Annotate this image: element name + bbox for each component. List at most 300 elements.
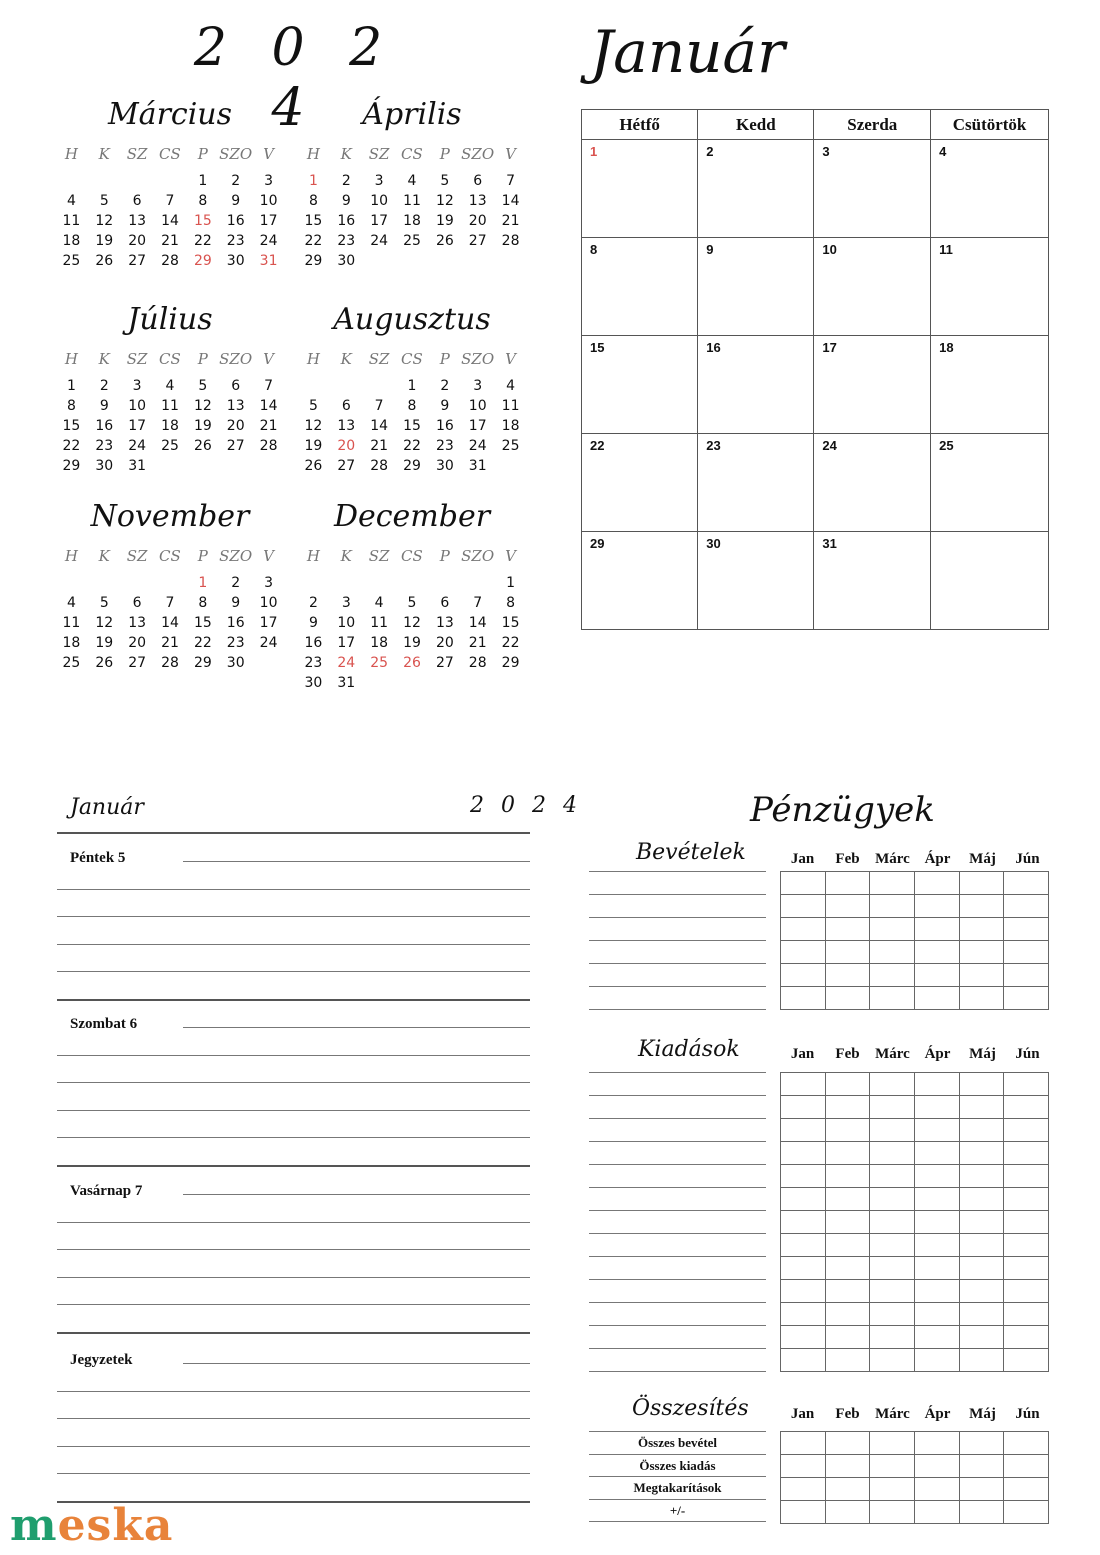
- weekday-abbr: H: [306, 145, 320, 163]
- day-number: 7: [165, 193, 175, 209]
- day-number: 16: [435, 418, 454, 434]
- month-label: Ápr: [924, 1406, 951, 1422]
- day-number: [186, 456, 219, 476]
- finance-cell[interactable]: [870, 918, 915, 941]
- day-number: 18: [403, 213, 421, 229]
- finance-cell[interactable]: [959, 1349, 1004, 1372]
- entry-line: [589, 1521, 766, 1522]
- finance-cell[interactable]: [959, 1478, 1004, 1501]
- header-divider: [57, 832, 530, 834]
- day-number: 21: [259, 418, 278, 434]
- finance-cell[interactable]: [1004, 1073, 1049, 1096]
- finance-cell[interactable]: [781, 1349, 826, 1372]
- finance-cell[interactable]: [825, 987, 870, 1010]
- week-row: [55, 633, 285, 653]
- finance-cell[interactable]: [825, 1096, 870, 1119]
- week-row: [297, 593, 527, 613]
- day-number: 21: [370, 438, 389, 454]
- finance-cell[interactable]: [914, 1142, 959, 1165]
- day-number: 9: [231, 193, 241, 209]
- finance-cell[interactable]: [959, 964, 1004, 987]
- calendar-day-cell[interactable]: 18: [931, 336, 1049, 434]
- calendar-day-cell[interactable]: 29: [582, 532, 698, 630]
- day-number: [461, 573, 494, 593]
- finance-cell[interactable]: [914, 1478, 959, 1501]
- january-title: Január: [590, 18, 785, 86]
- finance-cell[interactable]: [914, 1096, 959, 1119]
- weekday-abbr: SZO: [219, 547, 253, 565]
- finance-cell[interactable]: [825, 1073, 870, 1096]
- finance-cell[interactable]: [959, 1142, 1004, 1165]
- finance-cell[interactable]: [825, 1478, 870, 1501]
- finance-cell[interactable]: [914, 964, 959, 987]
- calendar-day-cell[interactable]: 4: [931, 140, 1049, 238]
- finance-cell[interactable]: [1004, 1501, 1049, 1524]
- finance-cell[interactable]: [1004, 964, 1049, 987]
- finance-cell[interactable]: [1004, 1119, 1049, 1142]
- day-number: 18: [62, 233, 81, 249]
- finance-cell[interactable]: [781, 1119, 826, 1142]
- entry-line: [589, 1256, 766, 1257]
- finance-cell[interactable]: [959, 895, 1004, 918]
- finance-cell[interactable]: [914, 918, 959, 941]
- finance-cell[interactable]: [870, 1073, 915, 1096]
- finance-cell[interactable]: [825, 1280, 870, 1303]
- finance-cell[interactable]: [914, 1501, 959, 1524]
- finance-cell[interactable]: [1004, 1234, 1049, 1257]
- day-number: 19: [435, 213, 454, 229]
- finance-cell[interactable]: [914, 1455, 959, 1478]
- weekday-abbr: H: [64, 145, 78, 163]
- day-number: 23: [337, 233, 356, 249]
- mini-calendar: [297, 95, 527, 271]
- finance-cell[interactable]: [781, 1501, 826, 1524]
- finance-cell[interactable]: [870, 1257, 915, 1280]
- finance-cell[interactable]: [914, 1349, 959, 1372]
- finance-cell[interactable]: [914, 1257, 959, 1280]
- finance-cell[interactable]: [781, 1432, 826, 1455]
- finance-cell[interactable]: [825, 941, 870, 964]
- weekday-abbr: K: [340, 350, 352, 368]
- finance-cell[interactable]: [870, 1326, 915, 1349]
- day-number: [363, 376, 396, 396]
- day-number: 4: [506, 378, 516, 394]
- day-number: 24: [259, 233, 278, 249]
- weekday-abbr: SZ: [126, 547, 148, 565]
- calendar-day-cell[interactable]: 8: [582, 238, 698, 336]
- finance-cell[interactable]: [870, 1096, 915, 1119]
- weekday-abbr: V: [263, 145, 274, 163]
- finance-cell[interactable]: [781, 1188, 826, 1211]
- writing-line: [57, 1110, 530, 1111]
- finance-cell[interactable]: [870, 872, 915, 895]
- day-number: 16: [304, 635, 323, 651]
- weekday-abbr: CS: [401, 145, 423, 163]
- day-number: 12: [193, 398, 212, 414]
- finance-cell[interactable]: [1004, 1257, 1049, 1280]
- finance-cell[interactable]: [870, 1478, 915, 1501]
- calendar-day-cell[interactable]: 3: [814, 140, 931, 238]
- calendar-day-cell[interactable]: 24: [814, 434, 931, 532]
- finance-cell[interactable]: [914, 1280, 959, 1303]
- day-number: 14: [259, 398, 278, 414]
- day-number: 20: [468, 213, 487, 229]
- month-header: [780, 851, 1050, 868]
- finance-grid: [780, 871, 1049, 1010]
- finance-cell[interactable]: [870, 1211, 915, 1234]
- finance-cell[interactable]: [825, 1326, 870, 1349]
- week-row: [55, 231, 285, 251]
- finance-cell[interactable]: [825, 1165, 870, 1188]
- finance-cell[interactable]: [1004, 1303, 1049, 1326]
- day-divider: [57, 1332, 530, 1334]
- finance-cell[interactable]: [959, 987, 1004, 1010]
- day-number: [252, 653, 285, 673]
- weekday-abbr: SZ: [126, 350, 148, 368]
- meska-logo: meska: [10, 1500, 174, 1551]
- weekday-abbr: V: [505, 547, 516, 565]
- finance-cell[interactable]: [825, 1142, 870, 1165]
- month-label: Máj: [969, 1046, 996, 1062]
- weekday-abbr: SZO: [219, 350, 253, 368]
- finance-cell[interactable]: [1004, 1188, 1049, 1211]
- week-row: [297, 211, 527, 231]
- finance-cell[interactable]: [914, 1119, 959, 1142]
- day-number: 21: [161, 233, 179, 249]
- day-number: [297, 376, 330, 396]
- calendar-day-cell[interactable]: 31: [814, 532, 931, 630]
- calendar-day-cell[interactable]: 11: [931, 238, 1049, 336]
- day-number: 15: [403, 418, 421, 434]
- finance-cell[interactable]: [825, 918, 870, 941]
- calendar-day-cell[interactable]: 10: [814, 238, 931, 336]
- week-row: [297, 191, 527, 211]
- weekday-abbr: H: [306, 547, 320, 565]
- finance-cell[interactable]: [870, 1303, 915, 1326]
- finance-cell[interactable]: [1004, 987, 1049, 1010]
- day-number: 24: [468, 438, 487, 454]
- finance-cell[interactable]: [1004, 1432, 1049, 1455]
- calendar-day-cell[interactable]: 30: [698, 532, 814, 630]
- day-number: 16: [226, 213, 245, 229]
- finance-cell[interactable]: [781, 1211, 826, 1234]
- finance-cell[interactable]: [959, 1280, 1004, 1303]
- finance-cell[interactable]: [781, 895, 826, 918]
- finance-cell[interactable]: [825, 872, 870, 895]
- finance-cell[interactable]: [959, 1257, 1004, 1280]
- day-number: 30: [435, 458, 454, 474]
- day-number: 31: [259, 253, 278, 269]
- finance-cell[interactable]: [825, 1432, 870, 1455]
- finance-cell[interactable]: [914, 1188, 959, 1211]
- day-number: 1: [66, 378, 76, 394]
- finance-cell[interactable]: [825, 1119, 870, 1142]
- day-number: 27: [435, 655, 454, 671]
- finance-cell[interactable]: [1004, 1211, 1049, 1234]
- weekday-abbr: V: [505, 350, 516, 368]
- finance-cell[interactable]: [781, 987, 826, 1010]
- day-number: 10: [259, 595, 278, 611]
- entry-line: [589, 1072, 766, 1073]
- finance-cell[interactable]: [959, 1165, 1004, 1188]
- finance-cell[interactable]: [1004, 1478, 1049, 1501]
- finance-cell[interactable]: [870, 941, 915, 964]
- finance-cell[interactable]: [781, 1478, 826, 1501]
- finance-cell[interactable]: [781, 1096, 826, 1119]
- day-number: 5: [99, 193, 109, 209]
- finance-cell[interactable]: [870, 1349, 915, 1372]
- finance-cell[interactable]: [781, 1280, 826, 1303]
- finance-cell[interactable]: [959, 941, 1004, 964]
- day-number: 8: [198, 193, 208, 209]
- finance-cell[interactable]: [870, 1501, 915, 1524]
- finance-cell[interactable]: [781, 1303, 826, 1326]
- finance-cell[interactable]: [781, 941, 826, 964]
- day-number: 3: [473, 378, 483, 394]
- weekday-abbr: K: [340, 145, 352, 163]
- finance-cell[interactable]: [781, 964, 826, 987]
- finance-cell[interactable]: [870, 1165, 915, 1188]
- day-number: 17: [128, 418, 147, 434]
- calendar-week: [582, 238, 1049, 336]
- finance-cell[interactable]: [1004, 1165, 1049, 1188]
- finance-cell[interactable]: [825, 1501, 870, 1524]
- day-number: [330, 376, 363, 396]
- day-number: 20: [128, 233, 147, 249]
- day-number: 26: [403, 655, 421, 671]
- calendar-day-cell[interactable]: 23: [698, 434, 814, 532]
- finance-cell[interactable]: [959, 1501, 1004, 1524]
- day-heading-line: [183, 1027, 530, 1028]
- day-number: 22: [193, 233, 212, 249]
- finance-cell[interactable]: [1004, 918, 1049, 941]
- month-label: Máj: [969, 851, 996, 867]
- finance-cell[interactable]: [1004, 1326, 1049, 1349]
- day-number: [330, 573, 363, 593]
- calendar-day-cell[interactable]: 2: [698, 140, 814, 238]
- weekday-abbr: SZO: [461, 547, 495, 565]
- finance-cell[interactable]: [959, 1119, 1004, 1142]
- finance-cell[interactable]: [825, 964, 870, 987]
- mini-month-name: Július: [127, 302, 213, 337]
- calendar-day-cell[interactable]: 25: [931, 434, 1049, 532]
- day-number: [428, 673, 461, 693]
- finance-cell[interactable]: [825, 1234, 870, 1257]
- finance-cell[interactable]: [959, 1073, 1004, 1096]
- day-number: [154, 456, 187, 476]
- day-number: 1: [407, 378, 417, 394]
- entry-line: [589, 1279, 766, 1280]
- finance-cell[interactable]: [781, 872, 826, 895]
- finance-cell[interactable]: [825, 1188, 870, 1211]
- month-label: Jún: [1015, 851, 1040, 867]
- finance-cell[interactable]: [914, 1211, 959, 1234]
- weekday-abbr: K: [98, 547, 110, 565]
- day-number: [154, 573, 187, 593]
- finance-cell[interactable]: [959, 1303, 1004, 1326]
- entry-line: [589, 1233, 766, 1234]
- finance-cell[interactable]: [914, 1303, 959, 1326]
- finance-cell[interactable]: [781, 1165, 826, 1188]
- finance-cell[interactable]: [870, 1142, 915, 1165]
- day-label: Jegyzetek: [70, 1352, 133, 1368]
- entry-line: [589, 1325, 766, 1326]
- weekly-month: Január: [70, 795, 144, 820]
- day-number: 29: [501, 655, 520, 671]
- finance-cell[interactable]: [781, 1142, 826, 1165]
- day-number: 20: [226, 418, 245, 434]
- finance-cell[interactable]: [870, 964, 915, 987]
- finance-cell[interactable]: [959, 872, 1004, 895]
- writing-line: [57, 1137, 530, 1138]
- entry-line: [589, 1210, 766, 1211]
- finance-cell[interactable]: [870, 895, 915, 918]
- day-number: 14: [161, 615, 179, 631]
- finance-cell[interactable]: [870, 1188, 915, 1211]
- finance-cell[interactable]: [914, 1073, 959, 1096]
- day-number: 2: [231, 173, 241, 189]
- summary-row-label: +/-: [669, 1502, 686, 1518]
- finance-cell[interactable]: [781, 1326, 826, 1349]
- month-label: Feb: [835, 1406, 860, 1422]
- finance-cell[interactable]: [914, 941, 959, 964]
- day-number: [121, 171, 154, 191]
- finance-cell[interactable]: [1004, 872, 1049, 895]
- finance-cell[interactable]: [825, 1211, 870, 1234]
- finance-cell[interactable]: [825, 1455, 870, 1478]
- finance-cell[interactable]: [870, 1119, 915, 1142]
- finance-cell[interactable]: [959, 1211, 1004, 1234]
- entry-line: [589, 986, 766, 987]
- finance-cell[interactable]: [1004, 895, 1049, 918]
- month-label: Ápr: [924, 851, 951, 867]
- day-number: 15: [501, 615, 520, 631]
- day-number: [494, 456, 527, 476]
- finance-cell[interactable]: [914, 987, 959, 1010]
- finance-cell[interactable]: [825, 1303, 870, 1326]
- day-number: 4: [66, 193, 76, 209]
- finance-cell[interactable]: [1004, 1280, 1049, 1303]
- finance-cell[interactable]: [959, 918, 1004, 941]
- day-number: 2: [231, 575, 241, 591]
- finance-cell[interactable]: [959, 1188, 1004, 1211]
- mini-month-name: November: [90, 499, 250, 534]
- day-number: 11: [403, 193, 421, 209]
- month-label: Jún: [1015, 1406, 1040, 1422]
- weekday-abbr: P: [197, 350, 208, 368]
- finance-cell[interactable]: [959, 1455, 1004, 1478]
- calendar-day-cell[interactable]: 17: [814, 336, 931, 434]
- finance-cell[interactable]: [1004, 1349, 1049, 1372]
- day-number: 8: [407, 398, 417, 414]
- finance-cell[interactable]: [1004, 1455, 1049, 1478]
- entry-line: [589, 1348, 766, 1349]
- weekday-abbr: P: [197, 145, 208, 163]
- calendar-day-cell[interactable]: 1: [582, 140, 698, 238]
- day-number: [428, 251, 461, 271]
- weekday-abbr: H: [306, 350, 320, 368]
- week-row: [297, 231, 527, 251]
- finance-cell[interactable]: [781, 1257, 826, 1280]
- entry-line: [589, 963, 766, 964]
- calendar-day-cell[interactable]: 22: [582, 434, 698, 532]
- finance-cell[interactable]: [781, 1234, 826, 1257]
- finance-cell[interactable]: [914, 1165, 959, 1188]
- day-label: Péntek 5: [70, 850, 126, 866]
- month-header: [780, 1046, 1050, 1063]
- week-row: [55, 211, 285, 231]
- calendar-week: [582, 140, 1049, 238]
- finance-cell[interactable]: [1004, 941, 1049, 964]
- writing-line: [57, 944, 530, 945]
- day-number: 20: [337, 438, 356, 454]
- day-number: 12: [435, 193, 454, 209]
- finance-cell[interactable]: [825, 1349, 870, 1372]
- day-number: 31: [468, 458, 487, 474]
- finance-cell[interactable]: [914, 1234, 959, 1257]
- finance-cell[interactable]: [959, 1234, 1004, 1257]
- finance-cell[interactable]: [1004, 1096, 1049, 1119]
- finance-cell[interactable]: [781, 1455, 826, 1478]
- calendar-day-cell[interactable]: 9: [698, 238, 814, 336]
- finance-cell[interactable]: [1004, 1142, 1049, 1165]
- day-number: 23: [435, 438, 454, 454]
- day-number: 6: [231, 378, 241, 394]
- calendar-day-cell[interactable]: 15: [582, 336, 698, 434]
- calendar-day-cell[interactable]: [931, 532, 1049, 630]
- week-row: [297, 633, 527, 653]
- day-number: 26: [95, 655, 114, 671]
- day-number: 1: [506, 575, 516, 591]
- finance-cell[interactable]: [870, 1280, 915, 1303]
- calendar-day-cell[interactable]: 16: [698, 336, 814, 434]
- finance-cell[interactable]: [870, 1234, 915, 1257]
- finance-grid: [780, 1072, 1049, 1372]
- day-number: 18: [501, 418, 520, 434]
- finance-cell[interactable]: [870, 1432, 915, 1455]
- finance-cell[interactable]: [914, 1326, 959, 1349]
- day-number: 15: [193, 615, 212, 631]
- entry-line: [589, 1009, 766, 1010]
- day-number: 4: [66, 595, 76, 611]
- finance-cell[interactable]: [914, 872, 959, 895]
- week-row: [297, 613, 527, 633]
- finance-cell[interactable]: [825, 895, 870, 918]
- month-label: Jan: [790, 851, 815, 867]
- calendar-week: [582, 532, 1049, 630]
- finance-cell[interactable]: [914, 895, 959, 918]
- finance-cell[interactable]: [959, 1432, 1004, 1455]
- finance-cell[interactable]: [959, 1326, 1004, 1349]
- writing-line: [57, 1446, 530, 1447]
- finance-cell[interactable]: [914, 1432, 959, 1455]
- day-number: 29: [304, 253, 323, 269]
- finance-cell[interactable]: [825, 1257, 870, 1280]
- finance-cell[interactable]: [781, 1073, 826, 1096]
- finance-cell[interactable]: [870, 1455, 915, 1478]
- finance-cell[interactable]: [959, 1096, 1004, 1119]
- day-number: 5: [198, 378, 208, 394]
- week-row: [55, 416, 285, 436]
- finance-cell[interactable]: [781, 918, 826, 941]
- day-number: 7: [374, 398, 384, 414]
- writing-line: [57, 1304, 530, 1305]
- entry-line: [589, 1302, 766, 1303]
- day-number: 31: [128, 458, 147, 474]
- finance-cell[interactable]: [870, 987, 915, 1010]
- day-number: 30: [304, 675, 323, 691]
- entry-line: [589, 1141, 766, 1142]
